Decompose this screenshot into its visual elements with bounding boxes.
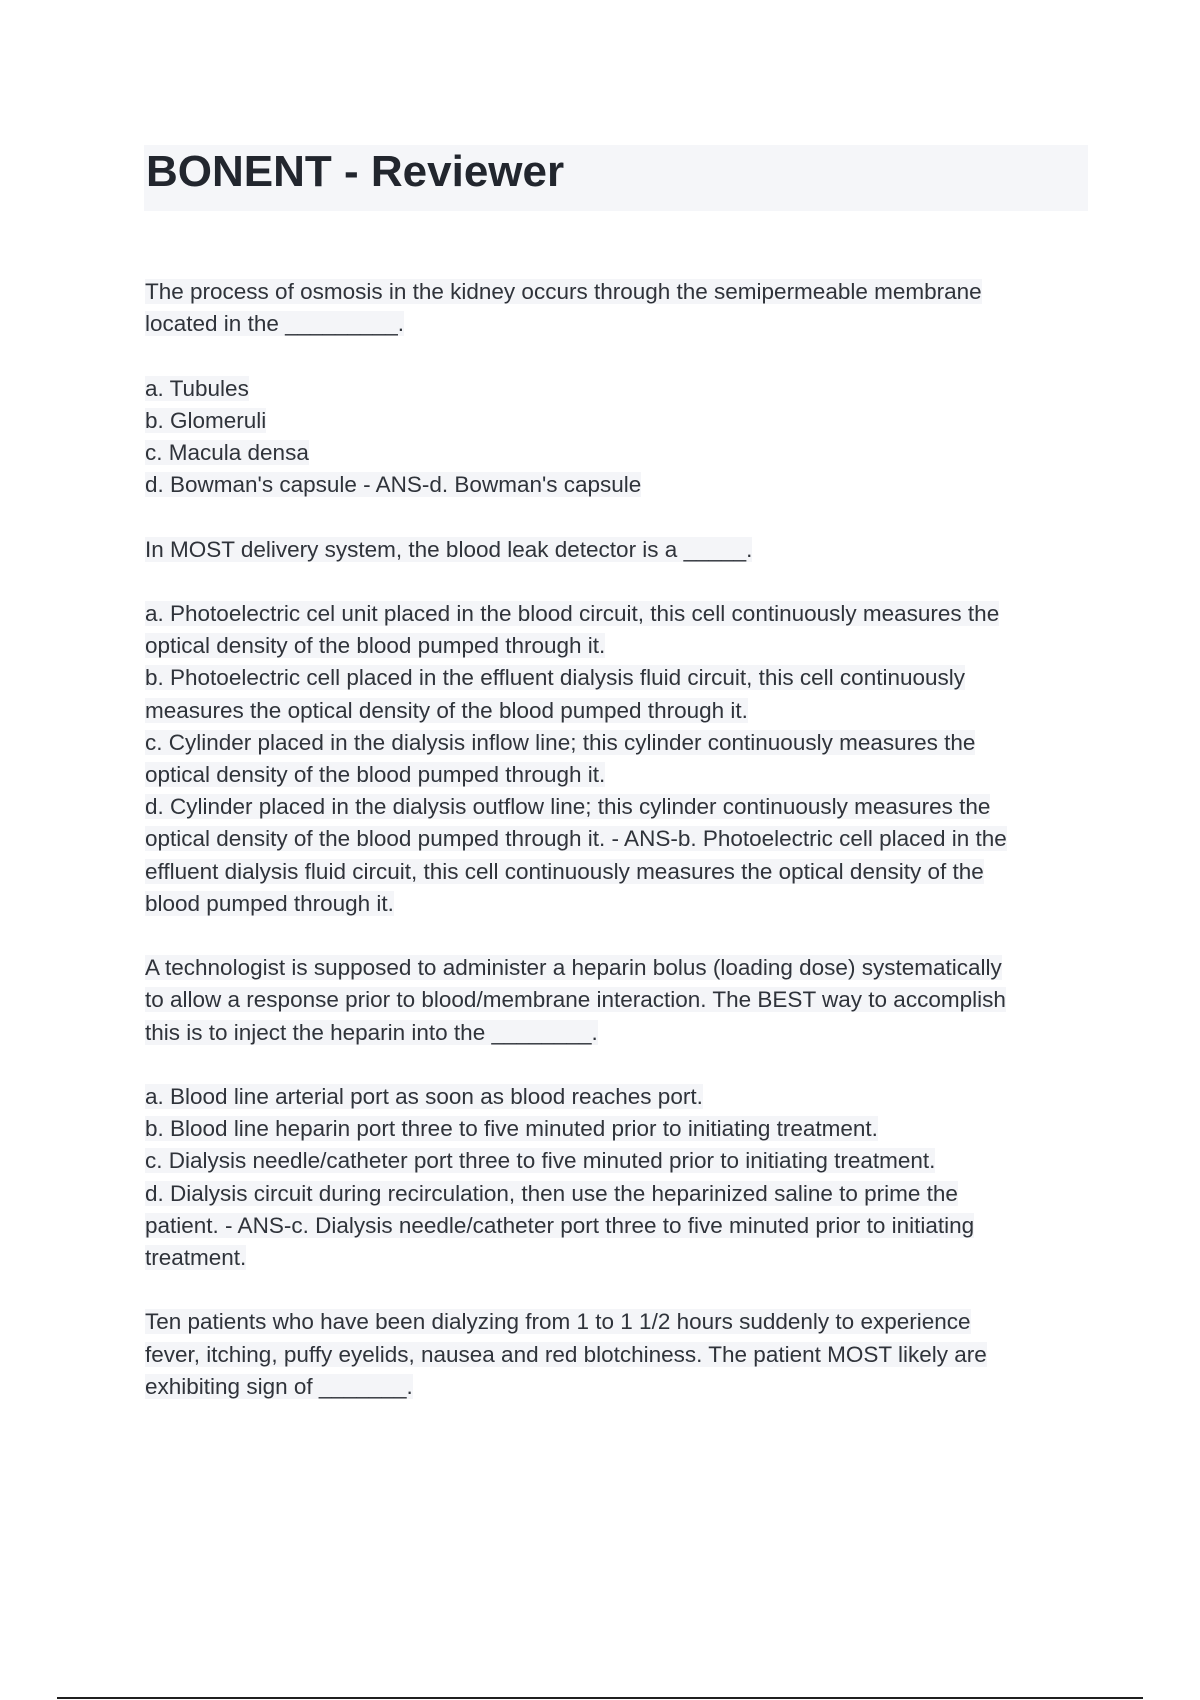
answer-option: a. Tubules — [145, 375, 249, 401]
paragraph-gap — [145, 1049, 1080, 1081]
question-stem-line: The process of osmosis in the kidney occurs through the semipermeable membrane — [145, 279, 982, 304]
answer-option: optical density of the blood pumped through it. — [145, 762, 606, 787]
question-stem-line: this is to inject the heparin into the ________. — [145, 1019, 598, 1045]
question-stem-line: In MOST delivery system, the blood leak detector is a _____. — [145, 536, 753, 562]
question-block — [145, 534, 1080, 920]
document-title: BONENT - Reviewer — [146, 147, 565, 196]
question-stem-line: exhibiting sign of _______. — [145, 1373, 413, 1399]
answer-option: c. Macula densa — [145, 440, 309, 465]
question-stem-line: A technologist is supposed to administer a heparin bolus (loading dose) systematically — [145, 955, 1002, 981]
question-block — [145, 1306, 1080, 1403]
document-body — [145, 276, 1080, 1403]
answer-option: c. Cylinder placed in the dialysis inflow line; this cylinder continuously measures the — [145, 729, 976, 755]
answer-option: blood pumped through it. — [145, 890, 394, 916]
answer-option: d. Cylinder placed in the dialysis outflow line; this cylinder continuously measures the — [145, 794, 991, 820]
question-stem-line: located in the _________. — [145, 311, 404, 337]
answer-option: a. Blood line arterial port as soon as blood reaches port. — [145, 1084, 703, 1109]
paragraph-gap — [145, 566, 1080, 598]
answer-option: a. Photoelectric cel unit placed in the blood circuit, this cell continuously measures the — [145, 600, 1000, 626]
answer-option: b. Glomeruli — [145, 407, 267, 433]
paragraph-gap — [145, 920, 1080, 952]
answer-option: optical density of the blood pumped through it. - ANS-b. Photoelectric cell placed in the — [145, 826, 1007, 852]
paragraph-gap — [145, 501, 1080, 533]
paragraph-gap — [145, 340, 1080, 372]
footer-divider — [57, 1697, 1143, 1699]
paragraph-gap — [145, 1274, 1080, 1306]
question-block — [145, 952, 1080, 1274]
answer-option: b. Photoelectric cell placed in the effluent dialysis fluid circuit, this cell continuously — [145, 665, 966, 691]
answer-option: d. Bowman's capsule - ANS-d. Bowman's capsule — [145, 472, 642, 498]
question-stem-line: fever, itching, puffy eyelids, nausea and red blotchiness. The patient MOST likely are — [145, 1341, 987, 1367]
answer-option: b. Blood line heparin port three to five minuted prior to initiating treatment. — [145, 1116, 878, 1142]
answer-option: patient. - ANS-c. Dialysis needle/catheter port three to five minuted prior to initiating — [145, 1212, 975, 1238]
answer-option: optical density of the blood pumped through it. — [145, 633, 606, 659]
answer-option: c. Dialysis needle/catheter port three to five minuted prior to initiating treatment. — [145, 1148, 936, 1174]
question-stem-line: to allow a response prior to blood/membrane interaction. The BEST way to accomplish — [145, 987, 1006, 1013]
answer-option: effluent dialysis fluid circuit, this cell continuously measures the optical density of the — [145, 858, 984, 884]
answer-option: d. Dialysis circuit during recirculation, then use the heparinized saline to prime the — [145, 1180, 958, 1206]
question-stem-line: Ten patients who have been dialyzing from 1 to 1 1/2 hours suddenly to experience — [145, 1309, 971, 1335]
answer-option: measures the optical density of the blood pumped through it. — [145, 697, 748, 723]
question-block — [145, 276, 1080, 501]
answer-option: treatment. — [145, 1245, 247, 1271]
